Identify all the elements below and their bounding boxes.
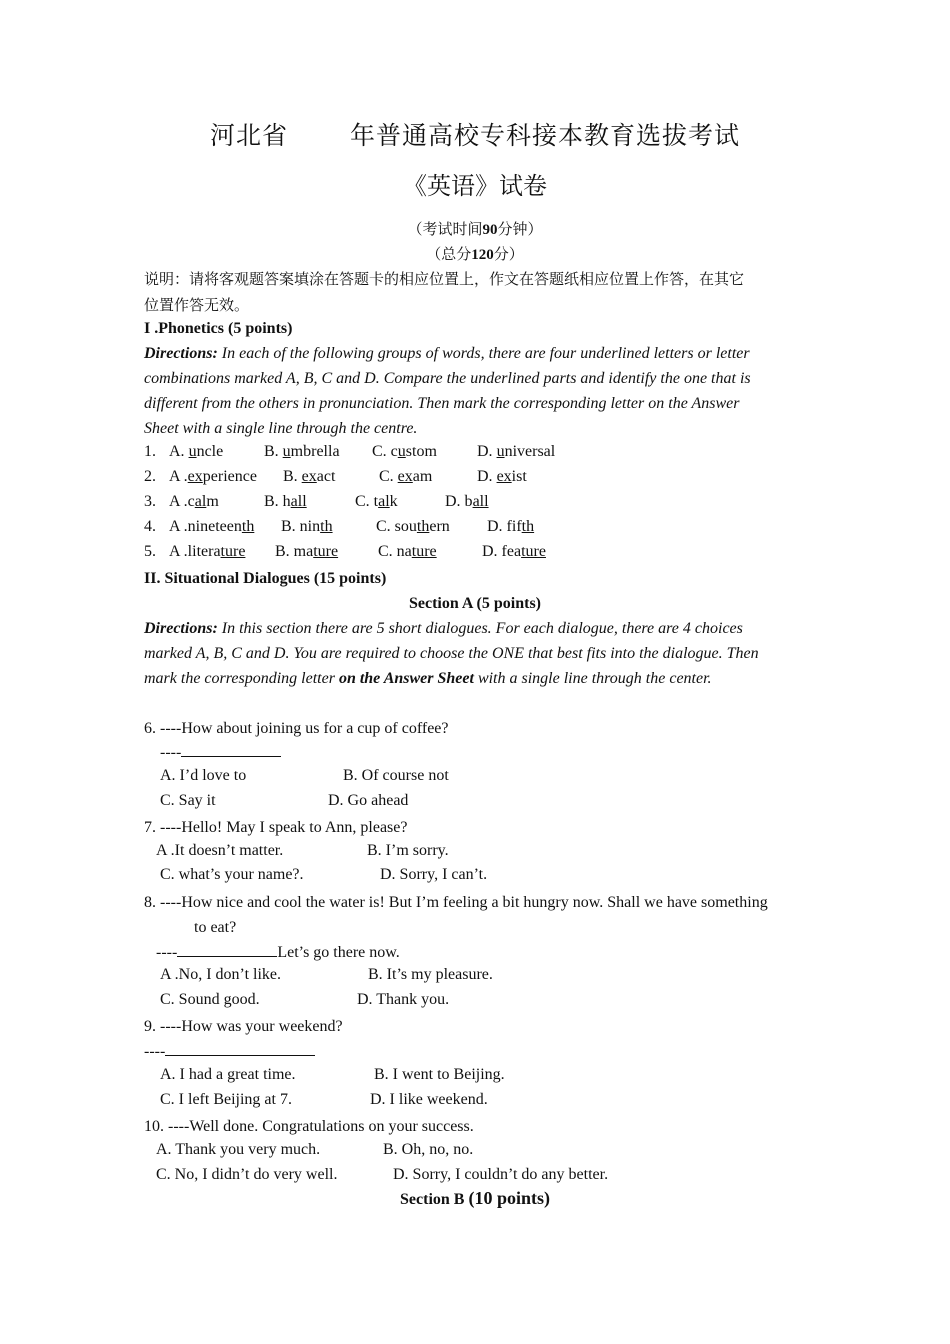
section-b-heading: Section B (10 points): [400, 1188, 550, 1208]
phonetics-q1-option-a: A. uncle: [169, 443, 224, 460]
underlined-letters: al: [194, 493, 207, 510]
question-7-option-c: C. what’s your name?.: [160, 866, 304, 883]
question-10-prompt: 10. ----Well done. Congratulations on your success.: [144, 1118, 474, 1135]
underlined-letters: u: [282, 443, 291, 460]
phonetics-question-number: 1.: [144, 443, 156, 460]
phonetics-directions-line-3: different from the others in pronunciation. Then mark the corresponding letter on the Answer: [144, 395, 740, 412]
dialogue-directions-line-1: Directions: In this section there are 5 short dialogues. For each dialogue, there are 4 choices: [144, 620, 743, 637]
section-a-heading: Section A (5 points): [408, 595, 541, 612]
question-9-option-a: A. I had a great time.: [160, 1066, 296, 1083]
phonetics-q5-option-d: D. feature: [482, 543, 546, 560]
phonetics-q3-option-a: A .calm: [169, 493, 219, 510]
exam-time: （考试时间90分钟）: [407, 222, 543, 238]
question-6-prompt: 6. ----How about joining us for a cup of coffee?: [144, 720, 449, 737]
phonetics-q3-option-c: C. talk: [355, 493, 398, 510]
phonetics-q4-option-a: A .nineteenth: [169, 518, 255, 535]
underlined-letters: ex: [397, 468, 413, 485]
question-6-option-b: B. Of course not: [343, 767, 449, 784]
question-8-option-c: C. Sound good.: [160, 991, 260, 1008]
question-9-option-b: B. I went to Beijing.: [374, 1066, 505, 1083]
phonetics-q5-option-c: C. nature: [378, 543, 437, 560]
question-6-reply: ----: [160, 740, 281, 765]
question-8-reply: ---- Let’s go there now.: [156, 940, 400, 965]
question-10-option-d: D. Sorry, I couldn’t do any better.: [393, 1166, 609, 1183]
underlined-letters: u: [397, 443, 406, 460]
phonetics-q2-option-a: A .experience: [169, 468, 257, 485]
question-8-option-a: A .No, I don’t like.: [160, 966, 282, 983]
phonetics-q1-option-b: B. umbrella: [264, 443, 340, 460]
question-7-prompt: 7. ----Hello! May I speak to Ann, please?: [144, 819, 408, 836]
exam-subtitle: 《英语》试卷: [403, 174, 547, 200]
phonetics-question-number: 3.: [144, 493, 156, 510]
underlined-letters: ex: [301, 468, 317, 485]
question-10-option-c: C. No, I didn’t do very well.: [156, 1166, 338, 1183]
question-8-prompt-line-2: to eat?: [194, 919, 237, 936]
underlined-letters: all: [290, 493, 307, 510]
question-9-option-c: C. I left Beijing at 7.: [160, 1091, 292, 1108]
phonetics-question-number: 4.: [144, 518, 156, 535]
question-8-option-d: D. Thank you.: [357, 991, 450, 1008]
question-6-option-a: A. I’d love to: [160, 767, 247, 784]
phonetics-question-number: 5.: [144, 543, 156, 560]
underlined-letters: th: [521, 518, 535, 535]
instructions-line-1: 说明：请将客观题答案填涂在答题卡的相应位置上，作文在答题纸相应位置上作答，在其它: [144, 272, 745, 288]
underlined-letters: al: [378, 493, 390, 510]
dialogue-directions-line-2: marked A, B, C and D. You are required to choose the ONE that best fits into the dialogue. Then: [144, 645, 759, 662]
underlined-letters: u: [496, 443, 505, 460]
phonetics-q4-option-b: B. ninth: [281, 518, 333, 535]
instructions-line-2: 位置作答无效。: [144, 298, 250, 314]
underlined-letters: th: [320, 518, 333, 535]
section-heading-dialogues: II. Situational Dialogues (15 points): [144, 570, 387, 587]
question-7-option-d: D. Sorry, I can’t.: [380, 866, 488, 883]
exam-title: [0, 116, 950, 152]
phonetics-directions-line-2: combinations marked A, B, C and D. Compare the underlined parts and identify the one that is: [144, 370, 751, 387]
phonetics-directions-line-4: Sheet with a single line through the centre.: [144, 420, 418, 437]
underlined-letters: u: [188, 443, 197, 460]
phonetics-directions-line-1: Directions: In each of the following groups of words, there are four underlined letters or letter: [144, 345, 750, 362]
phonetics-q3-option-b: B. hall: [264, 493, 307, 510]
dialogue-directions-line-3: mark the corresponding letter on the Answer Sheet with a single line through the center.: [144, 670, 712, 687]
answer-blank: [165, 1039, 315, 1056]
underlined-letters: ex: [496, 468, 512, 485]
question-8-prompt-line-1: 8. ----How nice and cool the water is! But I’m feeling a bit hungry now. Shall we have something: [144, 894, 768, 911]
phonetics-question-number: 2.: [144, 468, 156, 485]
underlined-letters: th: [416, 518, 430, 535]
question-10-option-b: B. Oh, no, no.: [383, 1141, 474, 1158]
underlined-letters: all: [472, 493, 489, 510]
question-9-reply: ----: [144, 1039, 315, 1064]
phonetics-q2-option-b: B. exact: [283, 468, 336, 485]
exam-total-score: （总分120分）: [426, 247, 524, 263]
question-9-option-d: D. I like weekend.: [370, 1091, 488, 1108]
question-8-option-b: B. It’s my pleasure.: [368, 966, 493, 983]
underlined-letters: th: [241, 518, 255, 535]
answer-blank: [177, 940, 277, 957]
question-7-option-b: B. I’m sorry.: [367, 842, 449, 859]
underlined-letters: ture: [313, 543, 339, 560]
question-6-option-d: D. Go ahead: [328, 792, 409, 809]
phonetics-q1-option-c: C. custom: [372, 443, 437, 460]
question-7-option-a: A .It doesn’t matter.: [156, 842, 284, 859]
phonetics-q2-option-d: D. exist: [477, 468, 527, 485]
phonetics-q3-option-d: D. ball: [445, 493, 489, 510]
phonetics-q4-option-c: C. southern: [376, 518, 450, 535]
title-province: 河北省: [209, 123, 288, 150]
phonetics-q2-option-c: C. exam: [379, 468, 433, 485]
phonetics-q4-option-d: D. fifth: [487, 518, 535, 535]
underlined-letters: ex: [187, 468, 203, 485]
section-heading-phonetics: I .Phonetics (5 points): [144, 320, 293, 337]
phonetics-q5-option-b: B. mature: [275, 543, 339, 560]
underlined-letters: ture: [220, 543, 246, 560]
question-10-option-a: A. Thank you very much.: [156, 1141, 321, 1158]
question-9-prompt: 9. ----How was your weekend?: [144, 1018, 343, 1035]
underlined-letters: ture: [411, 543, 437, 560]
answer-blank: [181, 740, 281, 757]
phonetics-q1-option-d: D. universal: [477, 443, 556, 460]
question-6-option-c: C. Say it: [160, 792, 216, 809]
phonetics-q5-option-a: A .literature: [169, 543, 246, 560]
underlined-letters: ture: [521, 543, 546, 560]
title-exam-name: 年普通高校专科接本教育选拔考试: [350, 123, 741, 150]
